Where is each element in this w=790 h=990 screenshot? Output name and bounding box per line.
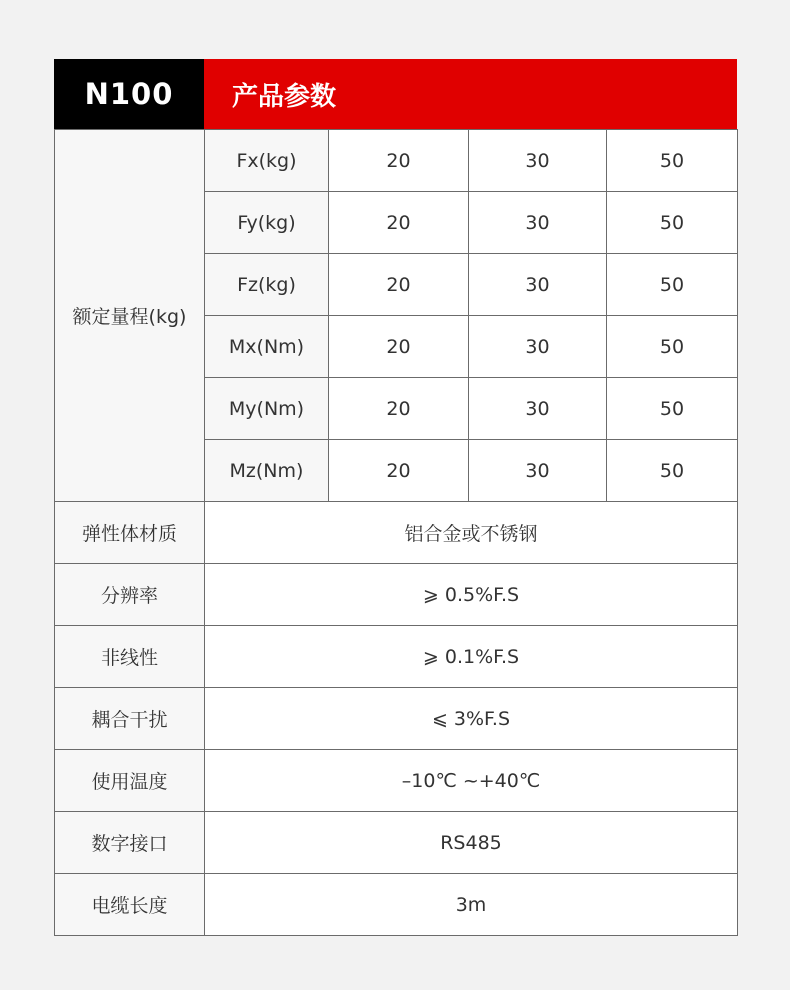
spec-label: 电缆长度 [55, 874, 205, 936]
range-value: 50 [607, 192, 738, 254]
range-value: 30 [469, 316, 607, 378]
spec-label: 非线性 [55, 626, 205, 688]
table-row [55, 750, 738, 812]
section-title: 产品参数 [204, 59, 737, 129]
table-row [55, 812, 738, 874]
range-value: 50 [607, 254, 738, 316]
range-value: 20 [329, 254, 469, 316]
spec-label: 分辨率 [55, 564, 205, 626]
spec-label: 耦合干扰 [55, 688, 205, 750]
spec-value: ⩾ 0.1%F.S [205, 626, 738, 688]
range-value: 20 [329, 130, 469, 192]
axis-label: Fx(kg) [205, 130, 329, 192]
axis-label: Fz(kg) [205, 254, 329, 316]
range-value: 30 [469, 254, 607, 316]
table-row [55, 130, 738, 192]
spec-sheet [54, 59, 737, 936]
spec-label: 弹性体材质 [55, 502, 205, 564]
range-value: 20 [329, 440, 469, 502]
axis-label: Mz(Nm) [205, 440, 329, 502]
rated-range-label: 额定量程(kg) [55, 130, 205, 502]
spec-header [54, 59, 737, 129]
axis-label: Mx(Nm) [205, 316, 329, 378]
range-value: 50 [607, 440, 738, 502]
range-value: 30 [469, 440, 607, 502]
range-value: 50 [607, 316, 738, 378]
range-value: 30 [469, 130, 607, 192]
table-row [55, 564, 738, 626]
range-value: 30 [469, 378, 607, 440]
spec-label: 数字接口 [55, 812, 205, 874]
spec-value: ⩾ 0.5%F.S [205, 564, 738, 626]
spec-table [54, 129, 738, 936]
spec-value: 3m [205, 874, 738, 936]
spec-label: 使用温度 [55, 750, 205, 812]
table-row [55, 502, 738, 564]
range-value: 20 [329, 316, 469, 378]
range-value: 20 [329, 378, 469, 440]
table-row [55, 626, 738, 688]
table-row [55, 688, 738, 750]
model-name: N100 [54, 59, 204, 129]
axis-label: My(Nm) [205, 378, 329, 440]
spec-value: 铝合金或不锈钢 [205, 502, 738, 564]
spec-value: RS485 [205, 812, 738, 874]
axis-label: Fy(kg) [205, 192, 329, 254]
table-row [55, 874, 738, 936]
spec-value: ⩽ 3%F.S [205, 688, 738, 750]
range-value: 50 [607, 130, 738, 192]
spec-value: –10℃ ~+40℃ [205, 750, 738, 812]
range-value: 20 [329, 192, 469, 254]
range-value: 30 [469, 192, 607, 254]
range-value: 50 [607, 378, 738, 440]
